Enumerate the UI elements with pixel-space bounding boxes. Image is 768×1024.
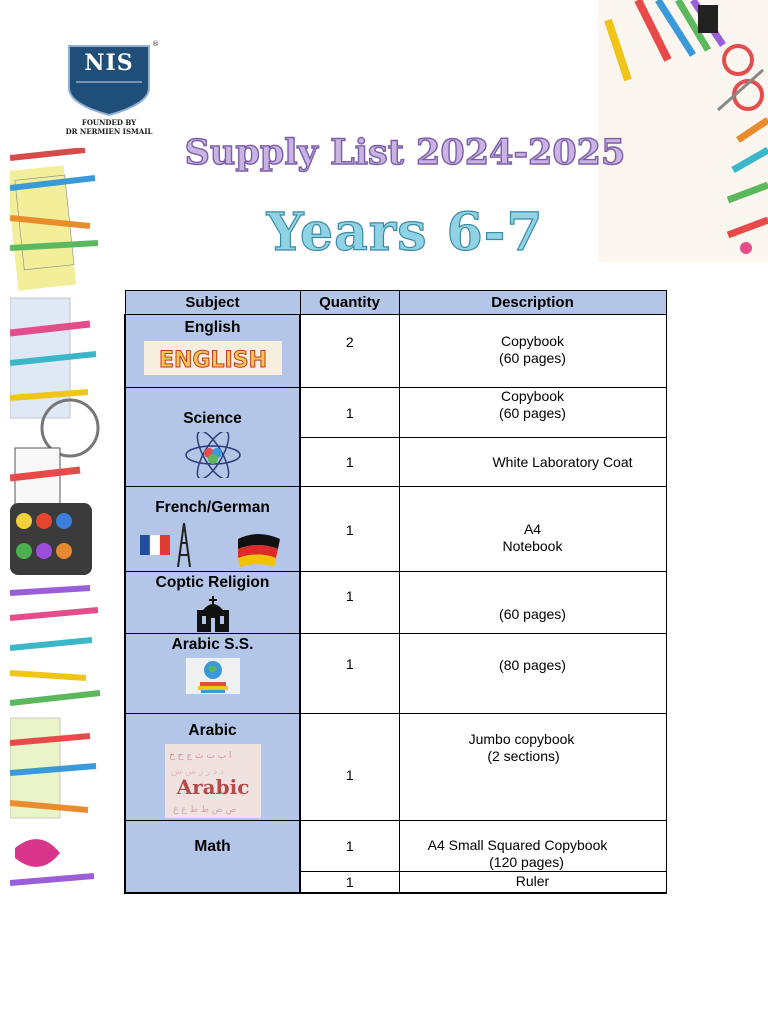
subject-label: Arabic S.S. bbox=[171, 636, 254, 653]
qty-cell bbox=[300, 634, 399, 714]
desc-line: (2 sections) bbox=[487, 748, 560, 764]
qty-value: 1 bbox=[345, 838, 354, 854]
qty-value: 1 bbox=[345, 767, 354, 783]
desc-cell bbox=[399, 315, 666, 388]
subject-label: Science bbox=[183, 410, 242, 427]
qty-value: 1 bbox=[345, 522, 354, 538]
subject-arabic bbox=[125, 714, 300, 821]
qty-cell bbox=[300, 438, 399, 487]
founder-name: DR NERMIEN ISMAIL bbox=[65, 127, 153, 136]
subject-math bbox=[125, 821, 300, 893]
qty-value: 1 bbox=[345, 656, 354, 672]
atom-icon bbox=[183, 432, 243, 478]
school-logo bbox=[44, 40, 174, 140]
stationery-border-art bbox=[10, 148, 105, 900]
desc-line: Copybook bbox=[500, 388, 565, 404]
page-subtitle: Years 6-7 bbox=[266, 202, 544, 263]
desc-cell bbox=[399, 821, 666, 872]
logo-text: NIS bbox=[84, 50, 134, 76]
subject-english bbox=[125, 315, 300, 388]
desc-line: White Laboratory Coat bbox=[492, 453, 633, 470]
page-title: Supply List 2024-2025 bbox=[184, 132, 626, 173]
subject-label: Math bbox=[194, 838, 231, 856]
subject-science bbox=[125, 388, 300, 487]
table-row bbox=[125, 821, 666, 872]
desc-cell bbox=[399, 872, 666, 893]
qty-cell bbox=[300, 572, 399, 634]
table-header-row bbox=[125, 291, 666, 315]
qty-value: 1 bbox=[345, 454, 354, 470]
desc-line: (60 pages) bbox=[499, 405, 566, 421]
qty-cell bbox=[300, 388, 399, 438]
desc-cell bbox=[399, 634, 666, 714]
table-row bbox=[125, 714, 666, 821]
desc-line: Jumbo copybook bbox=[468, 731, 575, 747]
table-row bbox=[125, 487, 666, 572]
qty-value: 2 bbox=[345, 334, 354, 350]
globe-books-icon bbox=[186, 658, 240, 694]
subject-arabic-ss bbox=[125, 634, 300, 714]
desc-line: Notebook bbox=[502, 538, 563, 554]
subject-label: French/German bbox=[155, 499, 270, 516]
founded-by-label: FOUNDED BY bbox=[81, 118, 137, 127]
header-subject: Subject bbox=[125, 291, 300, 315]
desc-line: (120 pages) bbox=[489, 854, 564, 870]
qty-cell bbox=[300, 872, 399, 893]
qty-cell bbox=[300, 714, 399, 821]
table-row bbox=[125, 315, 666, 388]
subject-coptic-religion bbox=[125, 572, 300, 634]
english-art-text: ENGLISH bbox=[158, 348, 267, 373]
qty-cell bbox=[300, 315, 399, 388]
english-word-art bbox=[144, 341, 282, 375]
qty-cell bbox=[300, 487, 399, 572]
supply-table bbox=[124, 290, 667, 894]
desc-line: Copybook bbox=[500, 333, 565, 349]
desc-line: (60 pages) bbox=[499, 606, 566, 622]
desc-cell bbox=[399, 438, 666, 487]
subject-label: Arabic bbox=[188, 722, 237, 739]
desc-line: Ruler bbox=[515, 873, 550, 890]
table-row bbox=[125, 572, 666, 634]
desc-line: A4 bbox=[523, 521, 542, 537]
table-row bbox=[125, 388, 666, 438]
table-row bbox=[125, 634, 666, 714]
desc-line: (60 pages) bbox=[499, 350, 566, 366]
subject-label: Coptic Religion bbox=[155, 574, 270, 591]
arabic-art-text: Arabic bbox=[176, 775, 249, 799]
qty-value: 1 bbox=[345, 588, 354, 604]
header-quantity: Quantity bbox=[300, 291, 399, 315]
desc-cell bbox=[399, 487, 666, 572]
svg-text:د ذ ر ز س ش: د ذ ر ز س ش bbox=[170, 767, 224, 777]
desc-cell bbox=[399, 388, 666, 438]
flags-eiffel-art bbox=[138, 521, 288, 569]
desc-cell bbox=[399, 572, 666, 634]
arabic-word-art bbox=[165, 744, 261, 818]
subject-label: English bbox=[184, 319, 241, 336]
church-icon bbox=[193, 596, 233, 632]
qty-value: 1 bbox=[345, 404, 354, 421]
desc-line: A4 Small Squared Copybook bbox=[427, 837, 608, 853]
registered-mark: ® bbox=[152, 40, 159, 48]
desc-line: (80 pages) bbox=[499, 657, 566, 673]
subject-french-german bbox=[125, 487, 300, 572]
svg-text:ا ب ت ث ج ح خ: ا ب ت ث ج ح خ bbox=[168, 751, 232, 761]
header-description: Description bbox=[399, 291, 666, 315]
desc-cell bbox=[399, 714, 666, 821]
qty-value: 1 bbox=[345, 873, 354, 890]
svg-text:ص ض ط ظ ع غ: ص ض ط ظ ع غ bbox=[172, 805, 236, 815]
